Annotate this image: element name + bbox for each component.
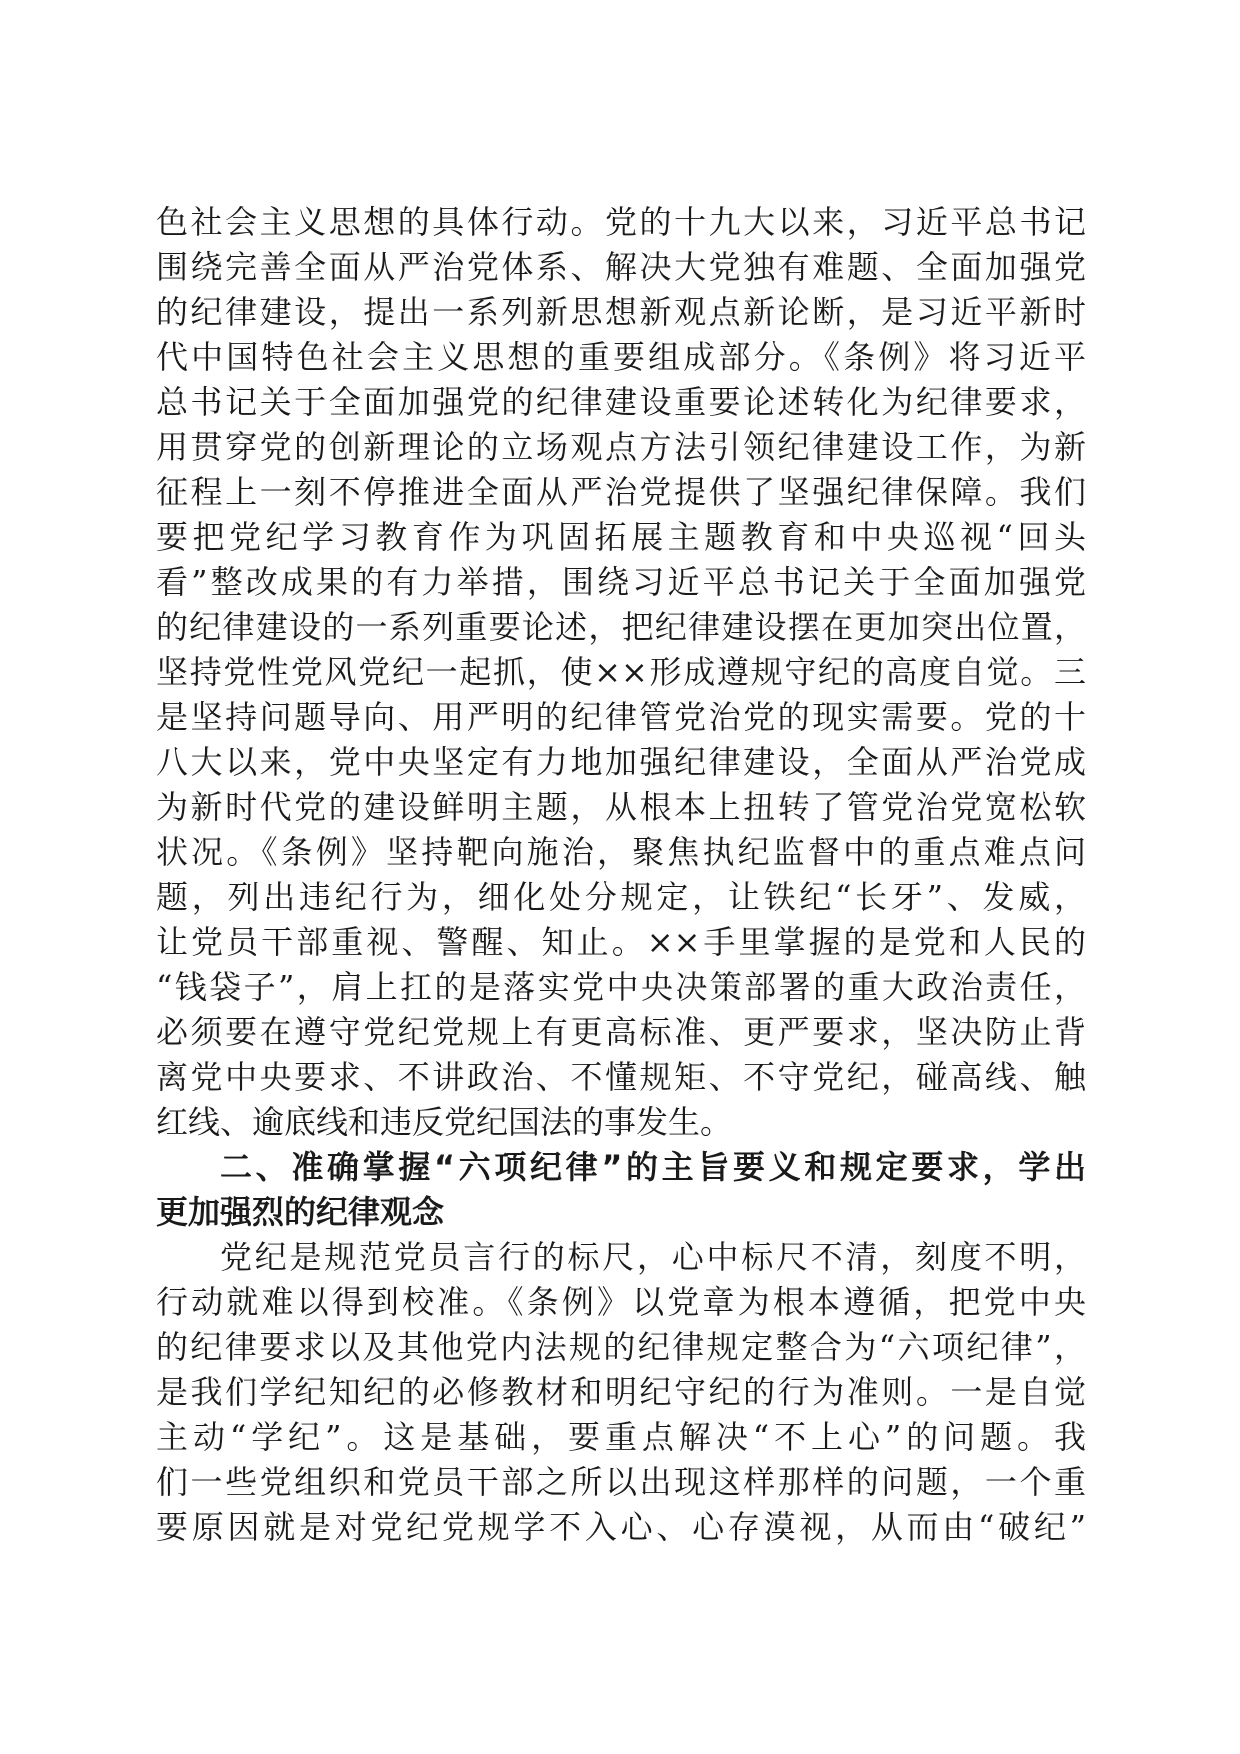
paragraph-line: 题，列出违纪行为，细化处分规定，让铁纪“长牙”、发威， (156, 878, 1086, 916)
paragraph-line: 们一些党组织和党员干部之所以出现这样那样的问题，一个重 (156, 1463, 1086, 1501)
paragraph-line: 是坚持问题导向、用严明的纪律管党治党的现实需要。党的十 (156, 698, 1086, 736)
paragraph-line: 坚持党性党风党纪一起抓，使××形成遵规守纪的高度自觉。三 (156, 653, 1086, 691)
paragraph-line: 用贯穿党的创新理论的立场观点方法引领纪律建设工作，为新 (156, 428, 1086, 466)
paragraph-line: 党纪是规范党员言行的标尺，心中标尺不清，刻度不明， (220, 1238, 1086, 1276)
paragraph-line: “钱袋子”，肩上扛的是落实党中央决策部署的重大政治责任， (156, 968, 1086, 1006)
paragraph-line: 要把党纪学习教育作为巩固拓展主题教育和中央巡视“回头 (156, 518, 1086, 556)
paragraph-line: 是我们学纪知纪的必修教材和明纪守纪的行为准则。一是自觉 (156, 1373, 1086, 1411)
paragraph-line: 红线、逾底线和违反党纪国法的事发生。 (156, 1103, 733, 1141)
paragraph-line: 状况。《条例》坚持靶向施治，聚焦执纪监督中的重点难点问 (156, 833, 1086, 871)
paragraph-1 (156, 200, 1086, 1145)
paragraph-line: 离党中央要求、不讲政治、不懂规矩、不守党纪，碰高线、触 (156, 1058, 1086, 1096)
paragraph-line: 的纪律建设的一系列重要论述，把纪律建设摆在更加突出位置， (156, 608, 1086, 646)
paragraph-line: 主动“学纪”。这是基础，要重点解决“不上心”的问题。我 (156, 1418, 1086, 1456)
section-heading (156, 1145, 1086, 1235)
document-body (156, 200, 1086, 1550)
paragraph-line: 为新时代党的建设鲜明主题，从根本上扭转了管党治党宽松软 (156, 788, 1086, 826)
paragraph-line: 代中国特色社会主义思想的重要组成部分。《条例》将习近平 (156, 338, 1086, 376)
paragraph-line: 看”整改成果的有力举措，围绕习近平总书记关于全面加强党 (156, 563, 1086, 601)
heading-line: 二、准确掌握“六项纪律”的主旨要义和规定要求，学出 (220, 1148, 1086, 1186)
paragraph-line: 围绕完善全面从严治党体系、解决大党独有难题、全面加强党 (156, 248, 1086, 286)
paragraph-line: 的纪律建设，提出一系列新思想新观点新论断，是习近平新时 (156, 293, 1086, 331)
paragraph-line: 行动就难以得到校准。《条例》以党章为根本遵循，把党中央 (156, 1283, 1086, 1321)
paragraph-line: 的纪律要求以及其他党内法规的纪律规定整合为“六项纪律”， (156, 1328, 1086, 1366)
paragraph-line: 色社会主义思想的具体行动。党的十九大以来，习近平总书记 (156, 203, 1086, 241)
paragraph-line: 总书记关于全面加强党的纪律建设重要论述转化为纪律要求， (156, 383, 1086, 421)
heading-line: 更加强烈的纪律观念 (156, 1193, 445, 1231)
paragraph-line: 要原因就是对党纪党规学不入心、心存漠视，从而由“破纪” (156, 1508, 1086, 1546)
paragraph-line: 征程上一刻不停推进全面从严治党提供了坚强纪律保障。我们 (156, 473, 1086, 511)
paragraph-line: 让党员干部重视、警醒、知止。××手里掌握的是党和人民的 (156, 923, 1086, 961)
paragraph-2 (156, 1235, 1086, 1550)
paragraph-line: 必须要在遵守党纪党规上有更高标准、更严要求，坚决防止背 (156, 1013, 1086, 1051)
paragraph-line: 八大以来，党中央坚定有力地加强纪律建设，全面从严治党成 (156, 743, 1086, 781)
